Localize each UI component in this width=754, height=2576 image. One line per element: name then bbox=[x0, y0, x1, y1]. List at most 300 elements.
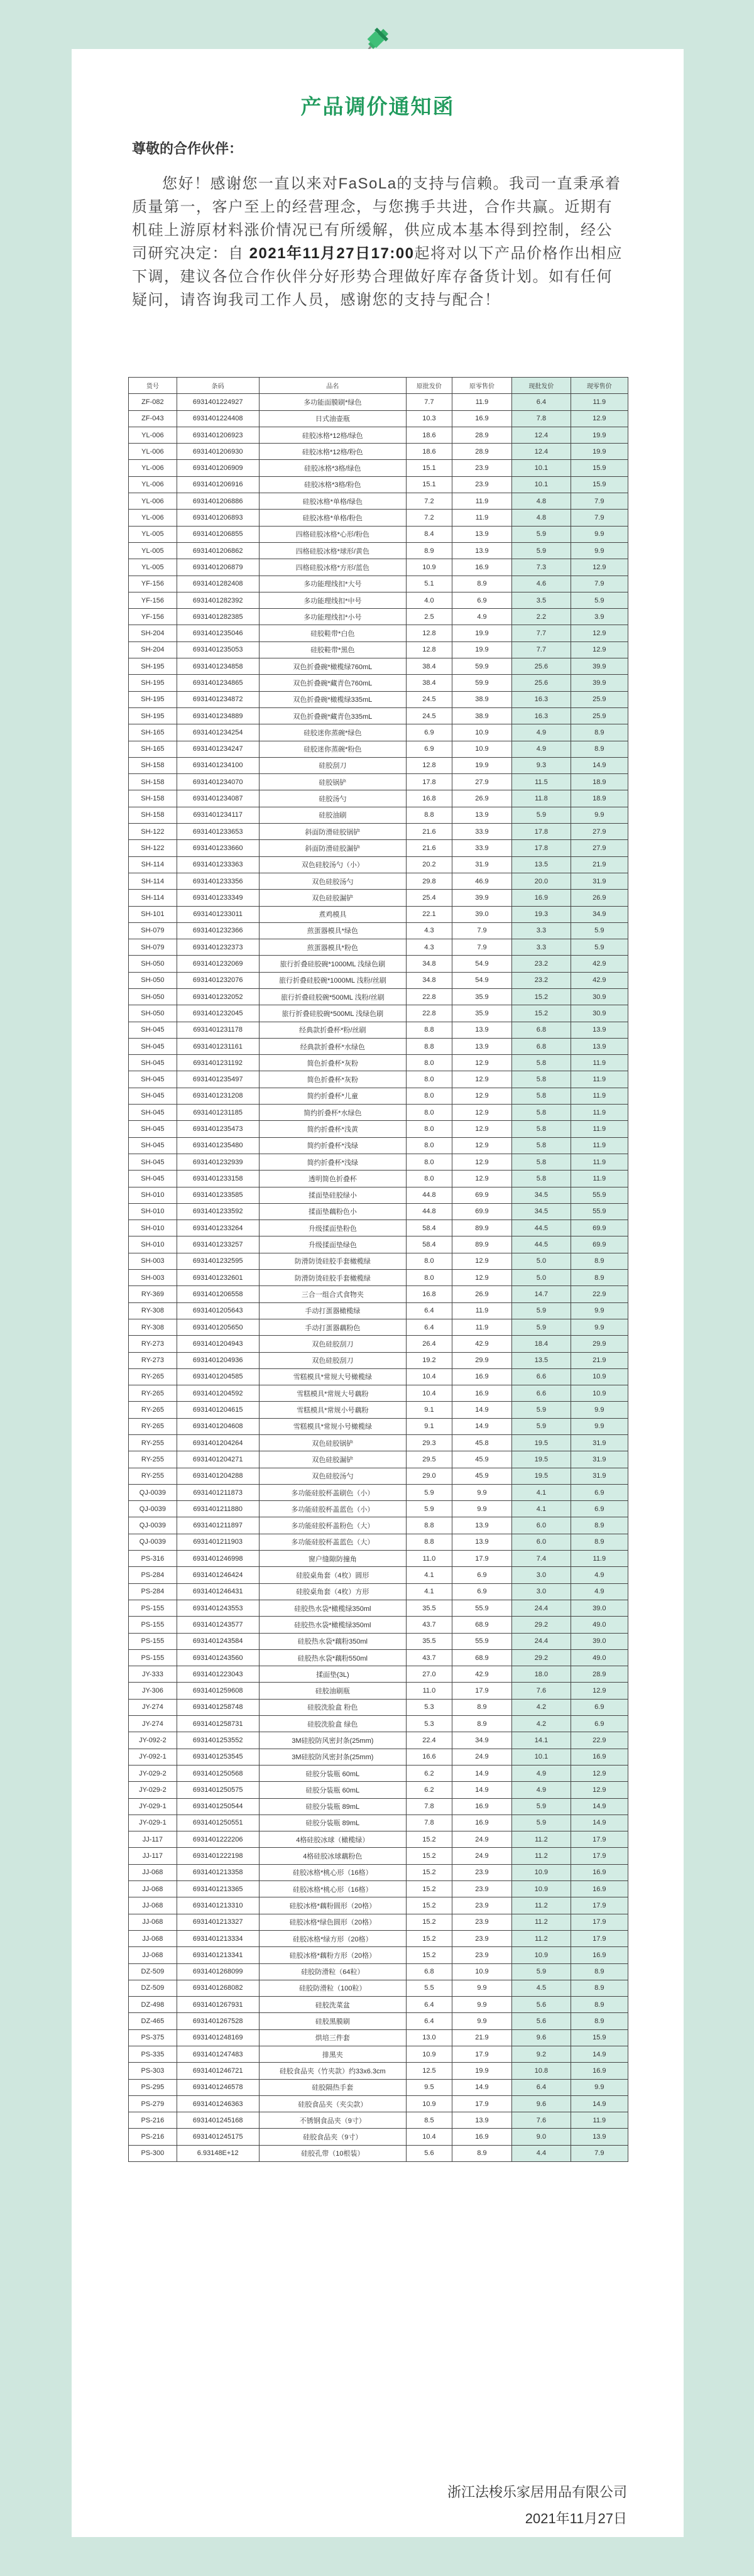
cell-barcode: 6931401235053 bbox=[177, 641, 259, 658]
table-row bbox=[129, 2145, 628, 2161]
cell-old-retail: 27.9 bbox=[452, 774, 511, 790]
cell-new-retail: 31.9 bbox=[571, 1468, 628, 1484]
cell-new-retail: 39.0 bbox=[571, 1633, 628, 1649]
cell-item-code: SH-114 bbox=[129, 873, 177, 889]
cell-barcode: 6931401234117 bbox=[177, 807, 259, 823]
cell-new-wholesale: 11.2 bbox=[512, 1831, 571, 1848]
cell-product-name: 雪糕模具*常规大号藕粉 bbox=[259, 1385, 407, 1402]
cell-barcode: 6931401247483 bbox=[177, 2046, 259, 2062]
cell-new-retail: 5.9 bbox=[571, 922, 628, 939]
cell-new-wholesale: 19.5 bbox=[512, 1468, 571, 1484]
cell-product-name: 硅胶热水袋*橄榄绿350ml bbox=[259, 1617, 407, 1633]
cell-item-code: SH-003 bbox=[129, 1270, 177, 1286]
cell-item-code: JY-274 bbox=[129, 1716, 177, 1732]
table-row bbox=[129, 1385, 628, 1402]
cell-product-name: 简色折叠杯*灰粉 bbox=[259, 1071, 407, 1088]
cell-barcode: 6931401234858 bbox=[177, 658, 259, 675]
cell-barcode: 6931401233363 bbox=[177, 856, 259, 873]
cell-barcode: 6931401258748 bbox=[177, 1699, 259, 1715]
table-row bbox=[129, 1121, 628, 1137]
cell-old-retail: 55.9 bbox=[452, 1600, 511, 1616]
cell-barcode: 6931401232595 bbox=[177, 1253, 259, 1269]
cell-new-wholesale: 15.2 bbox=[512, 988, 571, 1005]
table-row bbox=[129, 691, 628, 707]
cell-new-retail: 15.9 bbox=[571, 476, 628, 493]
cell-product-name: 四格硅胶冰格*心形/粉色 bbox=[259, 526, 407, 542]
cell-item-code: SH-010 bbox=[129, 1187, 177, 1203]
cell-item-code: RY-308 bbox=[129, 1302, 177, 1319]
cell-old-retail: 12.9 bbox=[452, 1055, 511, 1071]
cell-item-code: JY-092-1 bbox=[129, 1749, 177, 1765]
cell-old-wholesale: 44.8 bbox=[407, 1187, 452, 1203]
cell-old-retail: 21.9 bbox=[452, 2029, 511, 2046]
cell-old-retail: 10.9 bbox=[452, 724, 511, 741]
cell-old-retail: 12.9 bbox=[452, 1253, 511, 1269]
cell-barcode: 6931401234865 bbox=[177, 675, 259, 691]
cell-barcode: 6931401206855 bbox=[177, 526, 259, 542]
cell-product-name: 双色硅胶漏铲 bbox=[259, 890, 407, 906]
cell-old-retail: 9.9 bbox=[452, 2013, 511, 2029]
cell-barcode: 6931401235473 bbox=[177, 1121, 259, 1137]
cell-new-wholesale: 44.5 bbox=[512, 1236, 571, 1253]
cell-barcode: 6931401243553 bbox=[177, 1600, 259, 1616]
cell-new-retail: 14.9 bbox=[571, 757, 628, 773]
cell-old-retail: 45.9 bbox=[452, 1451, 511, 1468]
cell-new-retail: 12.9 bbox=[571, 559, 628, 576]
cell-new-retail: 17.9 bbox=[571, 1897, 628, 1914]
cell-item-code: RY-273 bbox=[129, 1336, 177, 1352]
cell-barcode: 6931401232069 bbox=[177, 956, 259, 972]
cell-new-wholesale: 5.8 bbox=[512, 1121, 571, 1137]
cell-item-code: QJ-0039 bbox=[129, 1517, 177, 1534]
cell-new-retail: 9.9 bbox=[571, 2079, 628, 2095]
cell-item-code: SH-204 bbox=[129, 641, 177, 658]
cell-product-name: 硅胶冰格*3格/绿色 bbox=[259, 460, 407, 476]
cell-product-name: 多功能硅胶杯盖蓝色（大） bbox=[259, 1534, 407, 1550]
cell-old-wholesale: 15.1 bbox=[407, 476, 452, 493]
cell-old-wholesale: 9.5 bbox=[407, 2079, 452, 2095]
cell-old-wholesale: 43.7 bbox=[407, 1617, 452, 1633]
cell-barcode: 6931401243560 bbox=[177, 1649, 259, 1666]
cell-item-code: YF-156 bbox=[129, 592, 177, 608]
cell-old-retail: 33.9 bbox=[452, 824, 511, 840]
cell-new-retail: 16.9 bbox=[571, 1749, 628, 1765]
cell-new-retail: 8.9 bbox=[571, 1253, 628, 1269]
cell-item-code: RY-273 bbox=[129, 1352, 177, 1368]
cell-new-wholesale: 5.9 bbox=[512, 807, 571, 823]
cell-old-wholesale: 16.8 bbox=[407, 1286, 452, 1302]
cell-old-wholesale: 8.5 bbox=[407, 2112, 452, 2129]
cell-new-wholesale: 17.8 bbox=[512, 824, 571, 840]
cell-old-wholesale: 8.8 bbox=[407, 807, 452, 823]
cell-old-retail: 28.9 bbox=[452, 427, 511, 443]
header-product-name: 品名 bbox=[259, 378, 407, 394]
cell-new-retail: 15.9 bbox=[571, 2029, 628, 2046]
cell-old-retail: 17.9 bbox=[452, 2095, 511, 2112]
cell-item-code: SH-045 bbox=[129, 1055, 177, 1071]
cell-old-wholesale: 10.9 bbox=[407, 559, 452, 576]
cell-product-name: 硅胶冰格*单格/绿色 bbox=[259, 493, 407, 510]
cell-barcode: 6931401235480 bbox=[177, 1137, 259, 1154]
cell-old-wholesale: 26.4 bbox=[407, 1336, 452, 1352]
cell-old-retail: 54.9 bbox=[452, 972, 511, 988]
table-row bbox=[129, 1914, 628, 1930]
table-row bbox=[129, 774, 628, 790]
table-row bbox=[129, 1997, 628, 2013]
cell-new-wholesale: 4.9 bbox=[512, 1765, 571, 1781]
cell-product-name: 多功能硅胶杯盖粉色（大） bbox=[259, 1517, 407, 1534]
cell-new-retail: 22.9 bbox=[571, 1732, 628, 1749]
cell-old-retail: 23.9 bbox=[452, 1881, 511, 1897]
cell-new-wholesale: 4.2 bbox=[512, 1699, 571, 1715]
cell-barcode: 6931401235497 bbox=[177, 1071, 259, 1088]
cell-new-retail: 6.9 bbox=[571, 1699, 628, 1715]
cell-old-wholesale: 6.4 bbox=[407, 1997, 452, 2013]
cell-new-retail: 9.9 bbox=[571, 807, 628, 823]
cell-old-retail: 4.9 bbox=[452, 609, 511, 625]
cell-old-retail: 59.9 bbox=[452, 675, 511, 691]
table-row bbox=[129, 1798, 628, 1815]
cell-product-name: 硅胶分装瓶 60mL bbox=[259, 1782, 407, 1798]
cell-product-name: 防滑防烫硅胶手套橄榄绿 bbox=[259, 1253, 407, 1269]
cell-product-name: 经典款折叠杯*水绿色 bbox=[259, 1038, 407, 1054]
cell-item-code: PS-284 bbox=[129, 1567, 177, 1583]
cell-new-wholesale: 25.6 bbox=[512, 675, 571, 691]
cell-new-wholesale: 6.0 bbox=[512, 1534, 571, 1550]
cell-barcode: 6931401246721 bbox=[177, 2063, 259, 2079]
table-row bbox=[129, 2013, 628, 2029]
cell-item-code: JJ-068 bbox=[129, 1864, 177, 1880]
cell-old-wholesale: 44.8 bbox=[407, 1203, 452, 1220]
cell-new-retail: 8.9 bbox=[571, 1963, 628, 1980]
cell-old-wholesale: 8.0 bbox=[407, 1154, 452, 1170]
cell-product-name: 多功能硅胶杯盖蓝色（小） bbox=[259, 1501, 407, 1517]
cell-product-name: 多功能理线扣*中号 bbox=[259, 592, 407, 608]
notice-card bbox=[72, 49, 684, 2537]
table-row bbox=[129, 1154, 628, 1170]
cell-new-retail: 55.9 bbox=[571, 1203, 628, 1220]
cell-new-retail: 21.9 bbox=[571, 1352, 628, 1368]
cell-new-retail: 22.9 bbox=[571, 1286, 628, 1302]
cell-old-wholesale: 5.3 bbox=[407, 1699, 452, 1715]
cell-old-retail: 24.9 bbox=[452, 1749, 511, 1765]
cell-old-retail: 16.9 bbox=[452, 1815, 511, 1831]
cell-item-code: JJ-117 bbox=[129, 1848, 177, 1864]
cell-new-retail: 49.0 bbox=[571, 1617, 628, 1633]
cell-item-code: YL-006 bbox=[129, 460, 177, 476]
cell-new-retail: 14.9 bbox=[571, 1815, 628, 1831]
cell-old-wholesale: 8.0 bbox=[407, 1088, 452, 1104]
cell-new-wholesale: 16.3 bbox=[512, 691, 571, 707]
cell-new-wholesale: 18.0 bbox=[512, 1666, 571, 1683]
cell-barcode: 6931401234087 bbox=[177, 790, 259, 807]
cell-barcode: 6931401204615 bbox=[177, 1402, 259, 1418]
cell-product-name: 四格硅胶冰格*方形/蓝色 bbox=[259, 559, 407, 576]
cell-item-code: JY-333 bbox=[129, 1666, 177, 1683]
cell-item-code: SH-195 bbox=[129, 675, 177, 691]
cell-barcode: 6931401248169 bbox=[177, 2029, 259, 2046]
cell-old-wholesale: 8.0 bbox=[407, 1253, 452, 1269]
cell-barcode: 6931401222206 bbox=[177, 1831, 259, 1848]
cell-product-name: 双色折叠碗*藏青色760mL bbox=[259, 675, 407, 691]
cell-barcode: 6931401206916 bbox=[177, 476, 259, 493]
cell-old-wholesale: 15.2 bbox=[407, 1864, 452, 1880]
cell-new-wholesale: 5.9 bbox=[512, 1402, 571, 1418]
cell-barcode: 6931401234070 bbox=[177, 774, 259, 790]
cell-item-code: SH-165 bbox=[129, 724, 177, 741]
cell-old-retail: 13.9 bbox=[452, 1534, 511, 1550]
header-item-code: 货号 bbox=[129, 378, 177, 394]
cell-product-name: 硅胶冰格*3格/粉色 bbox=[259, 476, 407, 493]
cell-barcode: 6931401211880 bbox=[177, 1501, 259, 1517]
cell-barcode: 6931401234872 bbox=[177, 691, 259, 707]
cell-new-wholesale: 4.8 bbox=[512, 493, 571, 510]
cell-old-wholesale: 6.9 bbox=[407, 724, 452, 741]
cell-new-wholesale: 5.8 bbox=[512, 1137, 571, 1154]
cell-barcode: 6931401231178 bbox=[177, 1022, 259, 1038]
cell-barcode: 6931401204271 bbox=[177, 1451, 259, 1468]
cell-new-wholesale: 9.0 bbox=[512, 2129, 571, 2145]
cell-new-retail: 8.9 bbox=[571, 2013, 628, 2029]
cell-old-wholesale: 8.0 bbox=[407, 1071, 452, 1088]
cell-item-code: YF-156 bbox=[129, 576, 177, 592]
cell-old-retail: 6.9 bbox=[452, 592, 511, 608]
cell-item-code: SH-122 bbox=[129, 840, 177, 856]
cell-old-wholesale: 9.1 bbox=[407, 1402, 452, 1418]
cell-barcode: 6931401206862 bbox=[177, 542, 259, 559]
cell-old-retail: 10.9 bbox=[452, 741, 511, 757]
cell-new-retail: 39.0 bbox=[571, 1600, 628, 1616]
cell-item-code: SH-114 bbox=[129, 890, 177, 906]
cell-product-name: 简色折叠杯*灰粉 bbox=[259, 1055, 407, 1071]
cell-product-name: 升级揉面垫粉色 bbox=[259, 1220, 407, 1236]
cell-product-name: 揉面垫藕粉色小 bbox=[259, 1203, 407, 1220]
cell-old-retail: 13.9 bbox=[452, 1038, 511, 1054]
cell-new-retail: 39.9 bbox=[571, 675, 628, 691]
cell-new-retail: 31.9 bbox=[571, 1451, 628, 1468]
cell-new-retail: 11.9 bbox=[571, 1171, 628, 1187]
cell-new-wholesale: 10.8 bbox=[512, 2063, 571, 2079]
cell-new-retail: 18.9 bbox=[571, 790, 628, 807]
cell-product-name: 升级揉面垫绿色 bbox=[259, 1236, 407, 1253]
table-row bbox=[129, 609, 628, 625]
table-row bbox=[129, 1088, 628, 1104]
cell-old-retail: 19.9 bbox=[452, 641, 511, 658]
cell-old-wholesale: 7.8 bbox=[407, 1798, 452, 1815]
table-row bbox=[129, 1484, 628, 1500]
cell-old-retail: 23.9 bbox=[452, 1947, 511, 1963]
cell-new-wholesale: 24.4 bbox=[512, 1633, 571, 1649]
cell-item-code: SH-101 bbox=[129, 906, 177, 922]
cell-new-retail: 18.9 bbox=[571, 774, 628, 790]
cell-barcode: 6931401213341 bbox=[177, 1947, 259, 1963]
cell-old-retail: 16.9 bbox=[452, 1798, 511, 1815]
cell-old-retail: 46.9 bbox=[452, 873, 511, 889]
cell-new-retail: 17.9 bbox=[571, 1914, 628, 1930]
table-row bbox=[129, 1236, 628, 1253]
cell-item-code: PS-155 bbox=[129, 1600, 177, 1616]
cell-old-wholesale: 22.4 bbox=[407, 1732, 452, 1749]
cell-new-retail: 7.9 bbox=[571, 576, 628, 592]
cell-old-wholesale: 11.0 bbox=[407, 1551, 452, 1567]
table-row bbox=[129, 1038, 628, 1054]
cell-old-wholesale: 10.4 bbox=[407, 1368, 452, 1385]
cell-new-retail: 16.9 bbox=[571, 2063, 628, 2079]
cell-new-retail: 19.9 bbox=[571, 444, 628, 460]
cell-product-name: 硅胶防滑粒（100粒） bbox=[259, 1980, 407, 1996]
cell-product-name: 硅胶冰格*桃心形（16格） bbox=[259, 1881, 407, 1897]
cell-old-retail: 7.9 bbox=[452, 922, 511, 939]
table-row bbox=[129, 1666, 628, 1683]
cell-product-name: 硅胶冰格*绿方形（20格） bbox=[259, 1930, 407, 1946]
cell-new-retail: 14.9 bbox=[571, 1798, 628, 1815]
cell-product-name: 硅胶桌角套（4枚）圆形 bbox=[259, 1567, 407, 1583]
cell-new-retail: 69.9 bbox=[571, 1220, 628, 1236]
cell-new-wholesale: 6.8 bbox=[512, 1038, 571, 1054]
table-row bbox=[129, 1617, 628, 1633]
table-row bbox=[129, 824, 628, 840]
cell-product-name: 硅胶刮刀 bbox=[259, 757, 407, 773]
cell-barcode: 6931401211903 bbox=[177, 1534, 259, 1550]
cell-item-code: PS-284 bbox=[129, 1583, 177, 1600]
cell-new-retail: 11.9 bbox=[571, 1154, 628, 1170]
cell-old-wholesale: 8.0 bbox=[407, 1137, 452, 1154]
cell-new-wholesale: 16.3 bbox=[512, 707, 571, 724]
cell-old-retail: 17.9 bbox=[452, 1551, 511, 1567]
cell-product-name: 硅胶鞋带*白色 bbox=[259, 625, 407, 641]
cell-old-wholesale: 13.0 bbox=[407, 2029, 452, 2046]
cell-old-retail: 23.9 bbox=[452, 1930, 511, 1946]
cell-barcode: 6931401253545 bbox=[177, 1749, 259, 1765]
cell-new-retail: 17.9 bbox=[571, 1930, 628, 1946]
cell-old-wholesale: 8.0 bbox=[407, 1055, 452, 1071]
cell-barcode: 6931401231161 bbox=[177, 1038, 259, 1054]
cell-barcode: 6931401231185 bbox=[177, 1105, 259, 1121]
cell-old-wholesale: 17.8 bbox=[407, 774, 452, 790]
cell-old-retail: 69.9 bbox=[452, 1187, 511, 1203]
cell-product-name: 多功能理线扣*大号 bbox=[259, 576, 407, 592]
cell-new-wholesale: 10.1 bbox=[512, 1749, 571, 1765]
cell-new-retail: 69.9 bbox=[571, 1236, 628, 1253]
cell-product-name: 硅胶迷你蒸碗*粉色 bbox=[259, 741, 407, 757]
cell-new-wholesale: 16.9 bbox=[512, 890, 571, 906]
cell-new-wholesale: 11.5 bbox=[512, 774, 571, 790]
cell-old-wholesale: 8.8 bbox=[407, 1534, 452, 1550]
cell-barcode: 6931401246363 bbox=[177, 2095, 259, 2112]
table-row bbox=[129, 1055, 628, 1071]
cell-new-retail: 12.9 bbox=[571, 410, 628, 427]
table-row bbox=[129, 1765, 628, 1781]
cell-new-wholesale: 7.7 bbox=[512, 641, 571, 658]
table-row bbox=[129, 1071, 628, 1088]
cell-item-code: PS-155 bbox=[129, 1649, 177, 1666]
cell-old-wholesale: 15.2 bbox=[407, 1848, 452, 1864]
cell-item-code: SH-204 bbox=[129, 625, 177, 641]
cell-old-retail: 12.9 bbox=[452, 1137, 511, 1154]
cell-new-wholesale: 24.4 bbox=[512, 1600, 571, 1616]
cell-new-retail: 9.9 bbox=[571, 1319, 628, 1335]
cell-new-wholesale: 4.1 bbox=[512, 1484, 571, 1500]
cell-barcode: 6931401233585 bbox=[177, 1187, 259, 1203]
cell-new-wholesale: 11.8 bbox=[512, 790, 571, 807]
cell-item-code: JY-029-2 bbox=[129, 1782, 177, 1798]
cell-old-wholesale: 29.5 bbox=[407, 1451, 452, 1468]
cell-new-wholesale: 7.6 bbox=[512, 1683, 571, 1699]
cell-old-wholesale: 5.1 bbox=[407, 576, 452, 592]
cell-product-name: 旅行折叠硅胶碗*500ML 浅绿色刷 bbox=[259, 1005, 407, 1022]
table-row bbox=[129, 1534, 628, 1550]
cell-barcode: 6931401267528 bbox=[177, 2013, 259, 2029]
cell-product-name: 多功能面膜刷*绿色 bbox=[259, 394, 407, 410]
cell-old-wholesale: 18.6 bbox=[407, 427, 452, 443]
cell-item-code: SH-010 bbox=[129, 1203, 177, 1220]
table-row bbox=[129, 1716, 628, 1732]
cell-item-code: RY-265 bbox=[129, 1368, 177, 1385]
cell-barcode: 6.93148E+12 bbox=[177, 2145, 259, 2161]
notice-body bbox=[132, 172, 623, 312]
cell-new-retail: 27.9 bbox=[571, 840, 628, 856]
cell-old-retail: 59.9 bbox=[452, 658, 511, 675]
cell-product-name: 雪糕模具*常规大号橄榄绿 bbox=[259, 1368, 407, 1385]
cell-barcode: 6931401234100 bbox=[177, 757, 259, 773]
cell-new-wholesale: 7.8 bbox=[512, 410, 571, 427]
cell-product-name: 旅行折叠硅胶碗*1000ML 浅粉/丝刷 bbox=[259, 972, 407, 988]
cell-new-retail: 28.9 bbox=[571, 1666, 628, 1683]
cell-new-retail: 11.9 bbox=[571, 1551, 628, 1567]
cell-barcode: 6931401232045 bbox=[177, 1005, 259, 1022]
cell-barcode: 6931401204264 bbox=[177, 1435, 259, 1451]
cell-old-retail: 42.9 bbox=[452, 1336, 511, 1352]
table-row bbox=[129, 807, 628, 823]
cell-new-wholesale: 5.8 bbox=[512, 1105, 571, 1121]
cell-old-retail: 26.9 bbox=[452, 790, 511, 807]
table-row bbox=[129, 1418, 628, 1434]
table-row bbox=[129, 460, 628, 476]
table-row bbox=[129, 444, 628, 460]
cell-old-retail: 34.9 bbox=[452, 1732, 511, 1749]
cell-barcode: 6931401246578 bbox=[177, 2079, 259, 2095]
cell-new-retail: 49.0 bbox=[571, 1649, 628, 1666]
cell-item-code: JJ-068 bbox=[129, 1881, 177, 1897]
cell-barcode: 6931401204936 bbox=[177, 1352, 259, 1368]
cell-item-code: SH-045 bbox=[129, 1171, 177, 1187]
cell-new-wholesale: 10.1 bbox=[512, 476, 571, 493]
cell-barcode: 6931401250568 bbox=[177, 1765, 259, 1781]
price-table bbox=[128, 377, 628, 2162]
cell-barcode: 6931401205650 bbox=[177, 1319, 259, 1335]
table-row bbox=[129, 1567, 628, 1583]
cell-barcode: 6931401282408 bbox=[177, 576, 259, 592]
cell-item-code: PS-155 bbox=[129, 1633, 177, 1649]
cell-barcode: 6931401233660 bbox=[177, 840, 259, 856]
cell-new-wholesale: 4.5 bbox=[512, 1980, 571, 1996]
cell-barcode: 6931401206558 bbox=[177, 1286, 259, 1302]
cell-barcode: 6931401233349 bbox=[177, 890, 259, 906]
page-title: 产品调价通知函 bbox=[300, 95, 455, 118]
cell-barcode: 6931401232601 bbox=[177, 1270, 259, 1286]
cell-barcode: 6931401213358 bbox=[177, 1864, 259, 1880]
cell-product-name: 手动打蛋器藕粉色 bbox=[259, 1319, 407, 1335]
cell-old-wholesale: 10.9 bbox=[407, 2095, 452, 2112]
cell-product-name: 硅胶孔带（10根装） bbox=[259, 2145, 407, 2161]
cell-old-retail: 45.9 bbox=[452, 1468, 511, 1484]
cell-new-retail: 4.9 bbox=[571, 1567, 628, 1583]
cell-new-wholesale: 18.4 bbox=[512, 1336, 571, 1352]
cell-new-retail: 16.9 bbox=[571, 1864, 628, 1880]
cell-new-retail: 11.9 bbox=[571, 1071, 628, 1088]
cell-product-name: 双色硅胶汤勺 bbox=[259, 1468, 407, 1484]
table-row bbox=[129, 427, 628, 443]
